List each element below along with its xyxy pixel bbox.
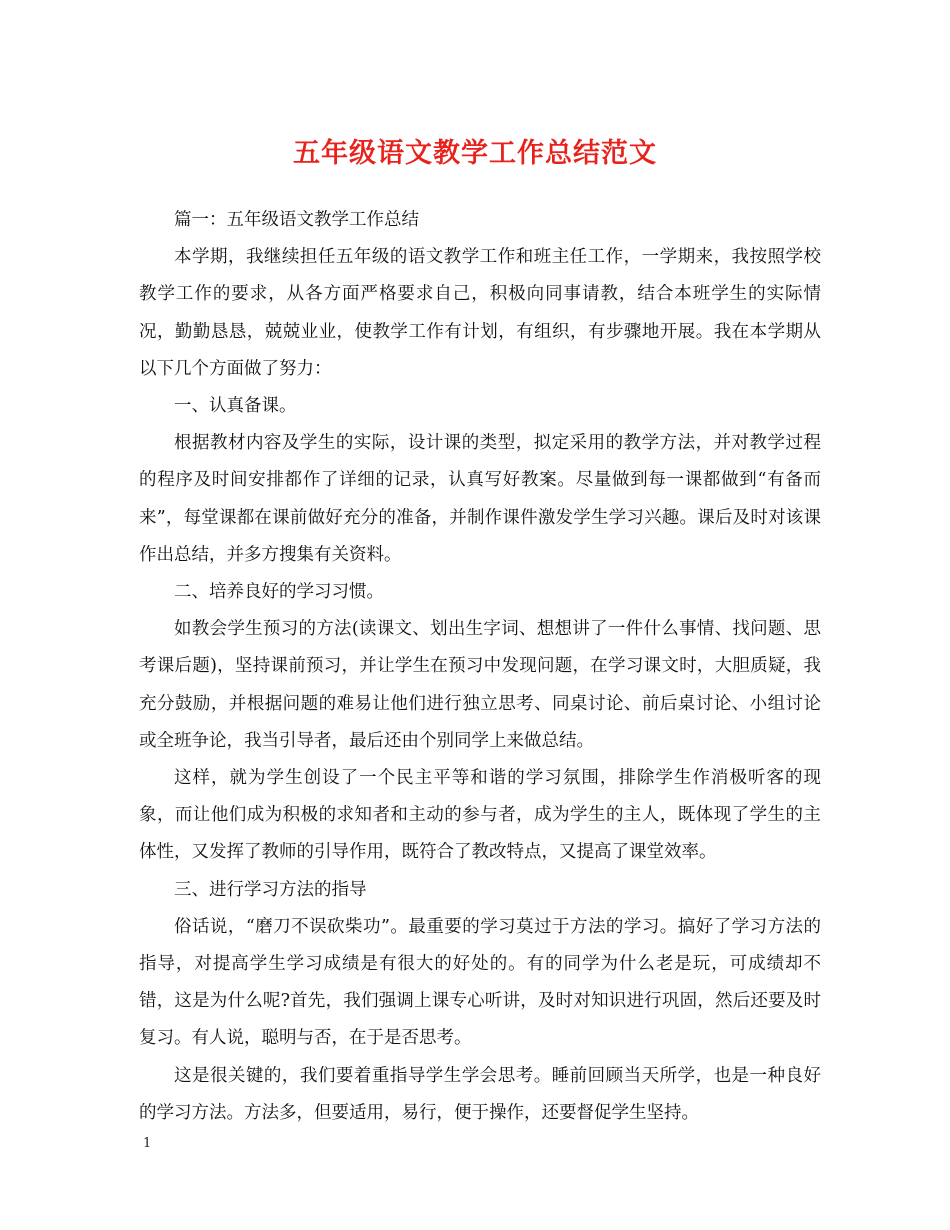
body-paragraph: 这是很关键的，我们要着重指导学生学会思考。睡前回顾当天所学，也是一种良好的学习方法。方法多，但要适用，易行，便于操作，还要督促学生坚持。 <box>139 1065 821 1123</box>
page-number: 1 <box>143 1136 152 1151</box>
document-body <box>139 202 821 1132</box>
section-heading: 一、认真备课。 <box>174 396 297 417</box>
section-heading: 二、培养良好的学习习惯。 <box>174 582 384 603</box>
body-paragraph: 本学期，我继续担任五年级的语文教学工作和班主任工作，一学期来，我按照学校教学工作的要求，从各方面严格要求自己，积极向同事请教，结合本班学生的实际情况，勤勤恳恳，兢兢业业，使教学工作有计划，有组织，有步骤地开展。我在本学期从以下几个方面做了努力： <box>139 247 821 379</box>
body-paragraph: 俗话说，“磨刀不误砍柴功”。最重要的学习莫过于方法的学习。搞好了学习方法的指导，对提高学生学习成绩是有很大的好处的。有的同学为什么老是玩，可成绩却不错，这是为什么呢?首先，我们强调上课专心听讲，及时对知识进行巩固，然后还要及时复习。有人说，聪明与否，在于是否思考。 <box>139 916 821 1049</box>
section-heading: 三、进行学习方法的指导 <box>174 879 367 900</box>
body-paragraph: 如教会学生预习的方法(读课文、划出生字词、想想讲了一件什么事情、找问题、思考课后题)，坚持课前预习，并让学生在预习中发现问题，在学习课文时，大胆质疑，我充分鼓励，并根据问题的难易让他们进行独立思考、同桌讨论、前后桌讨论、小组讨论或全班争论，我当引导者，最后还由个别同学上来做总结。 <box>139 619 821 751</box>
body-paragraph: 这样，就为学生创设了一个民主平等和谐的学习氛围，排除学生作消极听客的现象，而让他们成为积极的求知者和主动的参与者，成为学生的主人，既体现了学生的主体性，又发挥了教师的引导作用，既符合了教改特点，又提高了课堂效率。 <box>139 768 821 863</box>
body-paragraph: 根据教材内容及学生的实际，设计课的类型，拟定采用的教学方法，并对教学过程的程序及时间安排都作了详细的记录，认真写好教案。尽量做到每一课都做到“有备而来”，每堂课都在课前做好充分的准备，并制作课件激发学生学习兴趣。课后及时对该课作出总结，并多方搜集有关资料。 <box>139 433 821 565</box>
document-title: 五年级语文教学工作总结范文 <box>293 138 657 169</box>
section-heading: 篇一：五年级语文教学工作总结 <box>174 210 419 230</box>
